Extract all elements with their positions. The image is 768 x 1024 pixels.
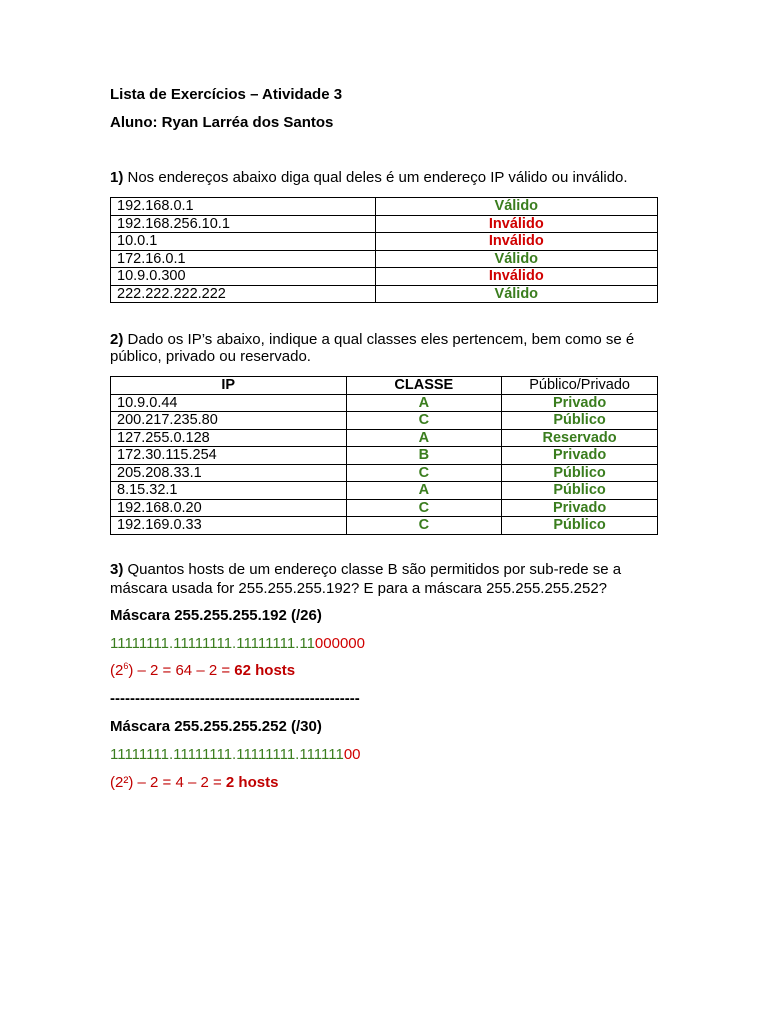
status-cell: Inválido — [375, 233, 657, 251]
mask1-binary-host: 000000 — [314, 635, 365, 652]
table-row — [111, 464, 658, 482]
class-cell: C — [346, 517, 502, 535]
table-row — [111, 412, 658, 430]
table-row — [111, 250, 658, 268]
status-cell: Válido — [375, 285, 657, 303]
mask1-binary-network: 11111111.11111111.11111111.11 — [110, 635, 315, 652]
question-2 — [110, 330, 658, 350]
separator: -------------------------------------------------- — [110, 690, 360, 707]
ip-cell: 10.9.0.300 — [111, 268, 376, 286]
question-text: Nos endereços abaixo diga qual deles é um endereço IP válido ou inválido. — [123, 169, 628, 186]
type-cell: Privado — [502, 447, 658, 465]
question-number: 3) — [110, 561, 124, 578]
question-text-line1: Dado os IP’s abaixo, indique a qual classes eles pertencem, bem como se é — [123, 331, 635, 348]
ip-cell: 192.168.256.10.1 — [111, 215, 376, 233]
type-cell: Público — [502, 412, 658, 430]
mask2-binary-host: 00 — [343, 746, 361, 763]
mask1-binary — [110, 635, 365, 653]
class-cell: B — [346, 447, 502, 465]
question-text-line1: Quantos hosts de um endereço classe B são permitidos por sub-rede se a — [123, 561, 622, 578]
student-name: Aluno: Ryan Larréa dos Santos — [110, 114, 334, 131]
ip-cell: 172.16.0.1 — [111, 250, 376, 268]
class-cell: C — [346, 499, 502, 517]
question-number: 2) — [110, 331, 124, 348]
class-cell: C — [346, 464, 502, 482]
type-cell: Público — [502, 517, 658, 535]
calc-prefix: (2 — [110, 662, 124, 679]
header-tipo: Público/Privado — [502, 377, 658, 395]
table-row — [111, 394, 658, 412]
ip-validity-table — [110, 197, 658, 303]
table-row — [111, 517, 658, 535]
calc-expression: (2²) – 2 = 4 – 2 = — [110, 774, 226, 791]
question-1 — [110, 169, 628, 187]
type-cell: Privado — [502, 499, 658, 517]
ip-class-table — [110, 376, 658, 535]
status-cell: Inválido — [375, 268, 657, 286]
mask2-title: Máscara 255.255.255.252 (/30) — [110, 718, 322, 735]
document-title: Lista de Exercícios – Atividade 3 — [110, 86, 343, 103]
mask1-title: Máscara 255.255.255.192 (/26) — [110, 607, 322, 624]
status-cell: Inválido — [375, 215, 657, 233]
ip-cell: 10.0.1 — [111, 233, 376, 251]
ip-cell: 192.169.0.33 — [111, 517, 347, 535]
status-cell: Válido — [375, 250, 657, 268]
type-cell: Público — [502, 482, 658, 500]
question-2-line2: público, privado ou reservado. — [110, 348, 311, 365]
class-cell: C — [346, 412, 502, 430]
class-cell: A — [346, 394, 502, 412]
status-cell: Válido — [375, 198, 657, 216]
ip-cell: 8.15.32.1 — [111, 482, 347, 500]
question-number: 1) — [110, 169, 124, 186]
table-row — [111, 447, 658, 465]
mask1-calc — [110, 662, 295, 680]
table-row — [111, 198, 658, 216]
ip-cell: 200.217.235.80 — [111, 412, 347, 430]
header-classe: CLASSE — [346, 377, 502, 395]
table-row — [111, 499, 658, 517]
ip-cell: 172.30.115.254 — [111, 447, 347, 465]
type-cell: Público — [502, 464, 658, 482]
question-3-line2: máscara usada for 255.255.255.192? E para a máscara 255.255.255.252? — [110, 580, 608, 597]
ip-cell: 222.222.222.222 — [111, 285, 376, 303]
table-row — [111, 482, 658, 500]
class-cell: A — [346, 429, 502, 447]
ip-cell: 205.208.33.1 — [111, 464, 347, 482]
type-cell: Reservado — [502, 429, 658, 447]
ip-cell: 192.168.0.1 — [111, 198, 376, 216]
table-row — [111, 233, 658, 251]
table-row — [111, 268, 658, 286]
mask1-result: 62 hosts — [234, 662, 296, 679]
table-row — [111, 285, 658, 303]
mask2-binary-network: 11111111.11111111.11111111.111111 — [110, 746, 344, 763]
header-ip: IP — [111, 377, 347, 395]
ip-cell: 10.9.0.44 — [111, 394, 347, 412]
table-row — [111, 215, 658, 233]
calc-exponent: 6 — [123, 661, 129, 671]
ip-cell: 127.255.0.128 — [111, 429, 347, 447]
ip-cell: 192.168.0.20 — [111, 499, 347, 517]
class-cell: A — [346, 482, 502, 500]
type-cell: Privado — [502, 394, 658, 412]
mask2-binary — [110, 746, 361, 764]
question-3 — [110, 561, 621, 579]
mask2-calc — [110, 774, 278, 792]
table-row — [111, 429, 658, 447]
mask2-result: 2 hosts — [225, 774, 279, 791]
calc-rest: ) – 2 = 64 – 2 = — [128, 662, 235, 679]
